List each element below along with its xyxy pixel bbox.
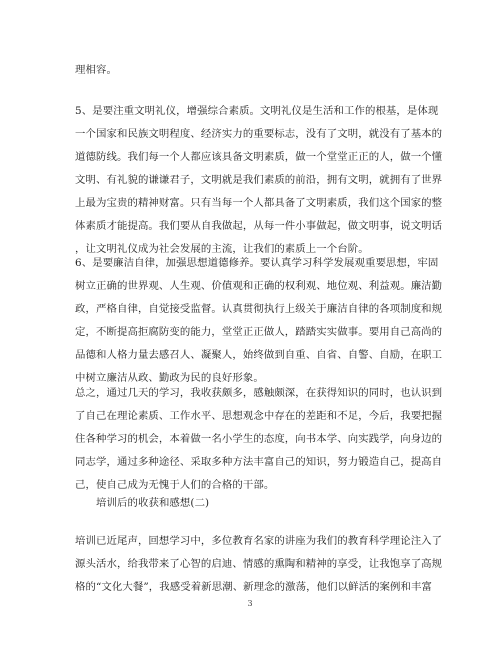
text-line: 理相容。: [75, 64, 117, 76]
text-line: 同志学，通过多种途径、采取多种方法丰富自己的知识，努力锻造自己，提高自: [75, 456, 443, 468]
text-line: 了自己在理论素质、工作水平、思想观念中存在的差距和不足，今后，我要把握: [75, 410, 443, 422]
text-line: 总之，通过几天的学习，我收获颇多，感触颇深，在获得知识的同时，也认识到: [75, 387, 443, 399]
text-line: 己，使自己成为无愧于人们的合格的干部。: [75, 479, 275, 491]
page-number: 3: [247, 599, 253, 608]
paragraph-integrity: [75, 252, 443, 390]
text-line: 政，严格自律，自觉接受监督。认真贯彻执行上级关于廉洁自律的各项制度和规: [75, 303, 443, 315]
text-line: 一个国家和民族文明程度、经济实力的重要标志，没有了文明，就没有了基本的: [75, 128, 443, 140]
text-line: 道德防线。我们每一个人都应该具备文明素质，做一个堂堂正正的人，做一个懂: [75, 151, 443, 163]
text-line: 树立正确的世界观、人生观、价值观和正确的权利观、地位观、利益观。廉洁勤: [75, 280, 443, 292]
text-line: 6、是要廉洁自律，加强思想道德修养。要认真学习科学发展观重要思想，牢固: [75, 257, 439, 269]
text-line: 上最为宝贵的精神财富。只有当每一个人都具备了文明素质，我们这个国家的整: [75, 197, 443, 209]
heading-text: 培训后的收获和感想(二): [96, 497, 210, 509]
text-line: 品德和人格力量去感召人、凝聚人，始终做到自重、自省、自警、自励，在职工: [75, 349, 443, 361]
paragraph-civility: [75, 100, 443, 261]
text-line: 格的“文化大餐”，我感受着新思潮、新理念的激荡，他们以鲜活的案例和丰富: [75, 581, 433, 593]
text-line: 体素质才能提高。我们要从自我做起，从每一件小事做起，做文明事，说文明话: [75, 220, 443, 232]
text-line: 中树立廉洁从政、勤政为民的良好形象。: [75, 372, 264, 384]
paragraph-summary: [75, 382, 443, 497]
text-line: 5、是要注重文明礼仪，增强综合素质。文明礼仪是生活和工作的根基，是体现: [75, 105, 439, 117]
text-line: 源头活水，给我带来了心智的启迪、情感的熏陶和精神的享受，让我饱享了高规: [75, 558, 443, 570]
text-line: 定，不断提高拒腐防变的能力，堂堂正正做人，踏踏实实做事。要用自己高尚的: [75, 326, 443, 338]
text-line: 培训已近尾声，回想学习中，多位教育名家的讲座为我们的教育科学理论注入了: [75, 535, 443, 547]
section-heading: [96, 492, 396, 515]
text-line: ，让文明礼仪成为社会发展的主流，让我们的素质上一个台阶。: [75, 243, 369, 255]
paragraph-training: [75, 530, 443, 599]
text-line: 住各种学习的机会，本着做一名小学生的态度，向书本学、向实践学，向身边的: [75, 433, 443, 445]
paragraph-fragment: [75, 59, 427, 82]
text-line: 文明、有礼貌的谦谦君子，文明就是我们素质的前沿，拥有文明，就拥有了世界: [75, 174, 443, 186]
